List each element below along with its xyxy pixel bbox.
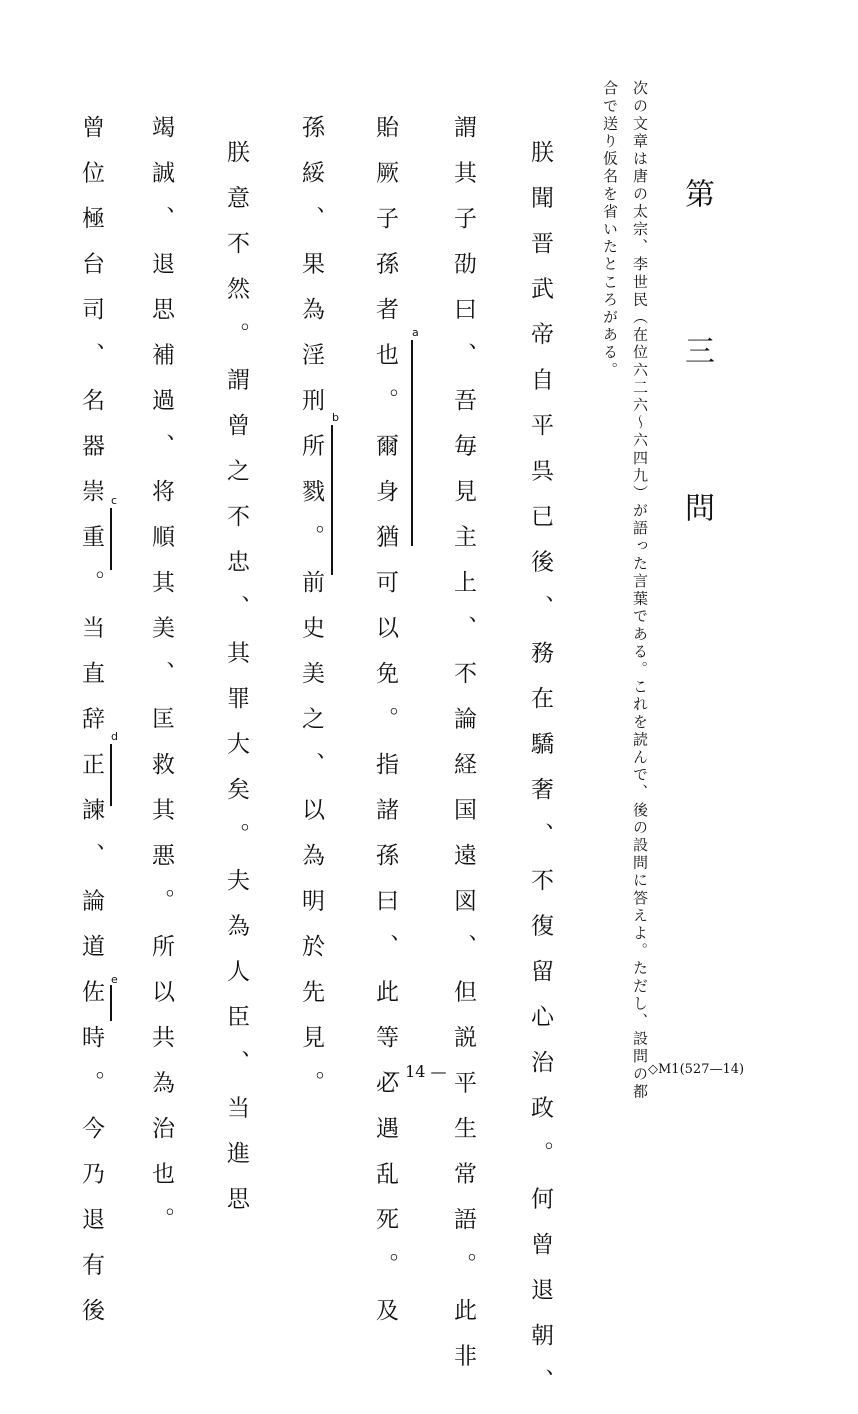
kanbun-line-3: 貽厥子孫者也。爾身猶可以免。指諸孫曰、此等必遇乱死。及 [372, 115, 398, 1344]
instruction-line-2: 合で送り仮名を省いたところがある。 [601, 80, 619, 380]
underline-label-e: e [111, 973, 118, 986]
kanbun-line-5: 朕意不然。謂曾之不忠、其罪大矣。夫為人臣、当進思 [223, 140, 249, 1232]
underline-a [411, 340, 413, 546]
exam-code: ◇M1(527—14) [648, 1062, 745, 1077]
underline-label-d: d [111, 730, 118, 743]
kanbun-line-2: 謂其子劭曰、吾毎見主上、不論経国遠図、但説平生常語。此非 [450, 115, 476, 1389]
kanbun-line-4: 孫綏、果為淫刑所戮。前史美之、以為明於先見。 [298, 115, 324, 1116]
kanbun-line-7: 曾位極台司、名器崇重。当直辞正諫、論道佐時。今乃退有後 [78, 115, 104, 1344]
underline-label-a: a [412, 326, 419, 339]
kanbun-line-6: 竭誠、退思補過、将順其美、匡救其悪。所以共為治也。 [148, 115, 174, 1253]
kanbun-line-1: 朕聞晋武帝自平呉已後、務在驕奢、不復留心治政。何曾退朝、 [527, 140, 553, 1414]
page-number: — 14 — [384, 1062, 447, 1081]
page-title: 第 三 問 [679, 178, 714, 568]
underline-c [110, 508, 112, 570]
underline-label-c: c [111, 494, 118, 507]
instruction-line-1: 次の文章は唐の太宗、李世民（在位六二六～六四九）が語った言葉である。これを読んで、後の設問に答えよ。ただし、設問の都 [631, 80, 649, 1101]
underline-d [110, 744, 112, 806]
underline-label-b: b [332, 411, 339, 424]
underline-b [331, 425, 333, 575]
underline-e [110, 985, 112, 1021]
